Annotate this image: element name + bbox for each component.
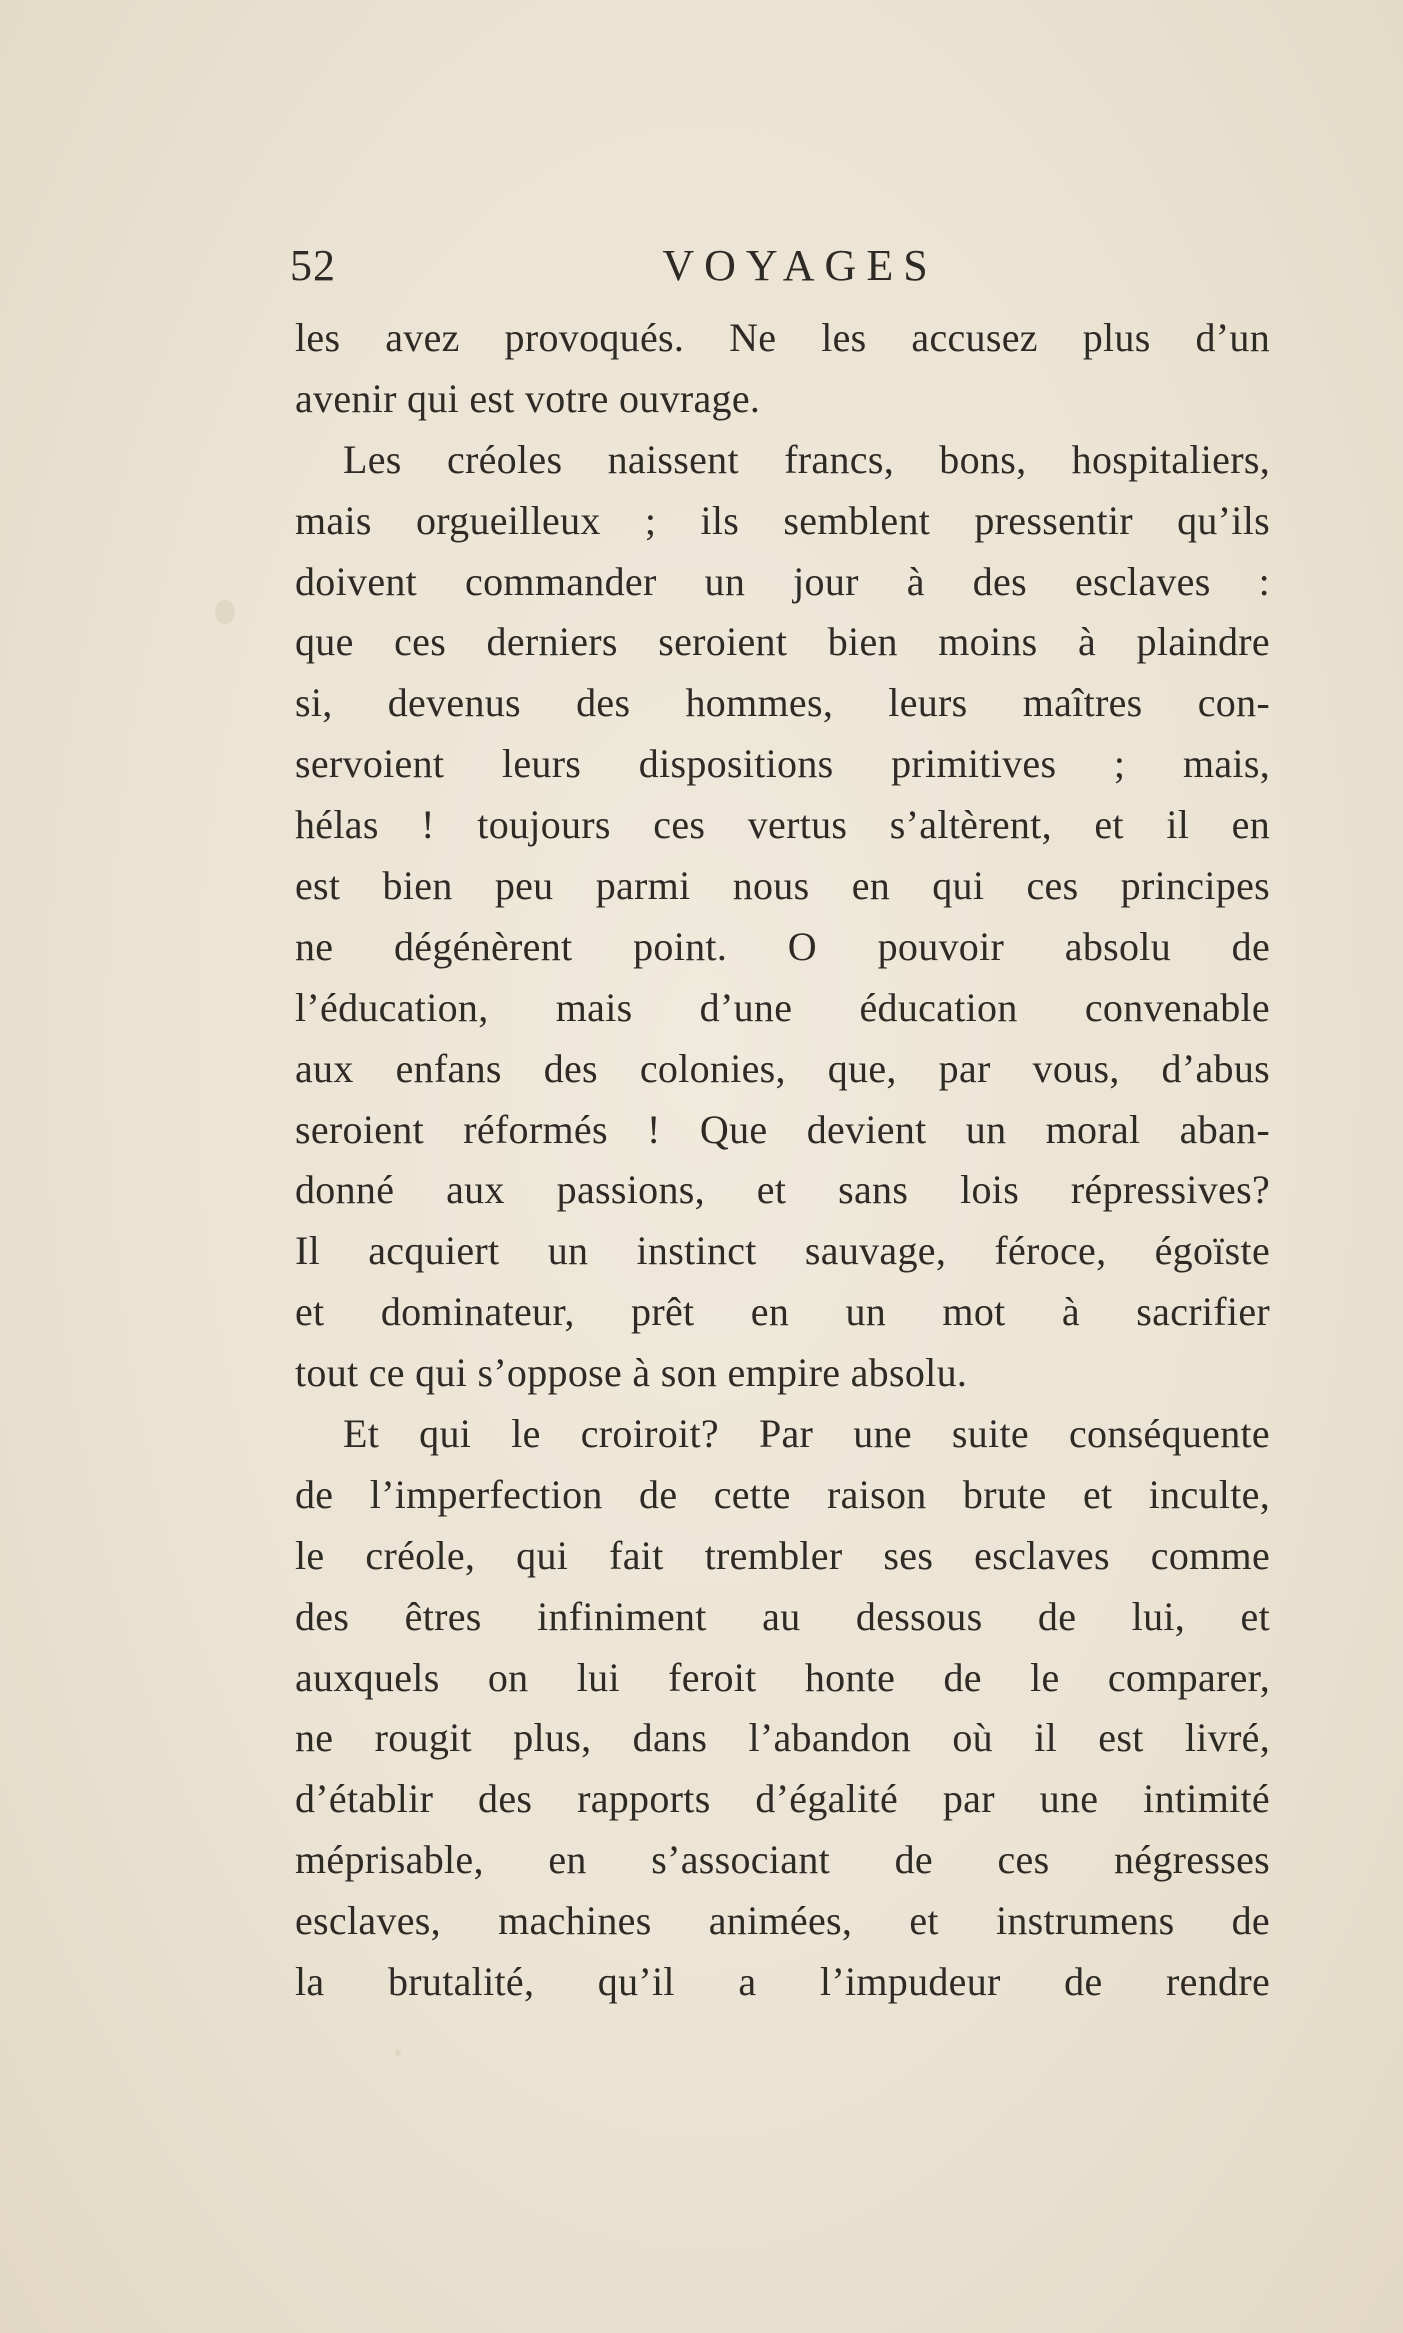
text-line: avenir qui est votre ouvrage. (295, 375, 761, 421)
text-line: l’éducation, mais d’une éducation convenable (295, 984, 1270, 1030)
page-number: 52 (290, 241, 336, 290)
text-line: si, devenus des hommes, leurs maîtres con- (295, 680, 1270, 726)
text-line: de l’imperfection de cette raison brute et inculte, (295, 1471, 1270, 1517)
paper-stain (395, 2050, 401, 2056)
text-line: les avez provoqués. Ne les accusez plus d’un (295, 315, 1270, 360)
text-line: esclaves, machines animées, et instrumens de (295, 1898, 1270, 1944)
running-head: VOYAGES (662, 241, 938, 290)
text-line: aux enfans des colonies, que, par vous, d’abus (295, 1045, 1270, 1091)
text-line: ne rougit plus, dans l’abandon où il est livré, (295, 1715, 1270, 1761)
text-line: Les créoles naissent francs, bons, hospitaliers, (343, 436, 1270, 482)
text-line: est bien peu parmi nous en qui ces principes (295, 863, 1270, 909)
text-line: la brutalité, qu’il a l’impudeur de rendre (295, 1959, 1270, 2005)
text-line: méprisable, en s’associant de ces négresses (295, 1837, 1270, 1883)
text-line: servoient leurs dispositions primitives ; mais, (295, 741, 1270, 787)
text-line: auxquels on lui feroit honte de le comparer, (295, 1654, 1270, 1700)
text-line: le créole, qui fait trembler ses esclaves comme (295, 1532, 1270, 1578)
text-line: d’établir des rapports d’égalité par une intimité (295, 1776, 1270, 1822)
text-line: donné aux passions, et sans lois répressives? (295, 1167, 1270, 1213)
text-line: Il acquiert un instinct sauvage, féroce, égoïste (295, 1228, 1270, 1274)
text-line: Et qui le croiroit? Par une suite conséquente (343, 1411, 1270, 1457)
text-line: ne dégénèrent point. O pouvoir absolu de (295, 923, 1270, 969)
text-line: doivent commander un jour à des esclaves : (295, 558, 1270, 604)
text-line: des êtres infiniment au dessous de lui, et (295, 1593, 1270, 1639)
text-line: hélas ! toujours ces vertus s’altèrent, et il en (295, 802, 1270, 848)
body-text (295, 308, 1270, 2013)
page-header (290, 236, 1270, 296)
text-line: tout ce qui s’oppose à son empire absolu. (295, 1350, 968, 1396)
text-line: mais orgueilleux ; ils semblent pressentir qu’ils (295, 497, 1270, 543)
paper-stain (215, 600, 235, 624)
text-line: que ces derniers seroient bien moins à plaindre (295, 619, 1270, 665)
text-line: et dominateur, prêt en un mot à sacrifier (295, 1289, 1270, 1335)
text-line: seroient réformés ! Que devient un moral aban- (295, 1106, 1270, 1152)
